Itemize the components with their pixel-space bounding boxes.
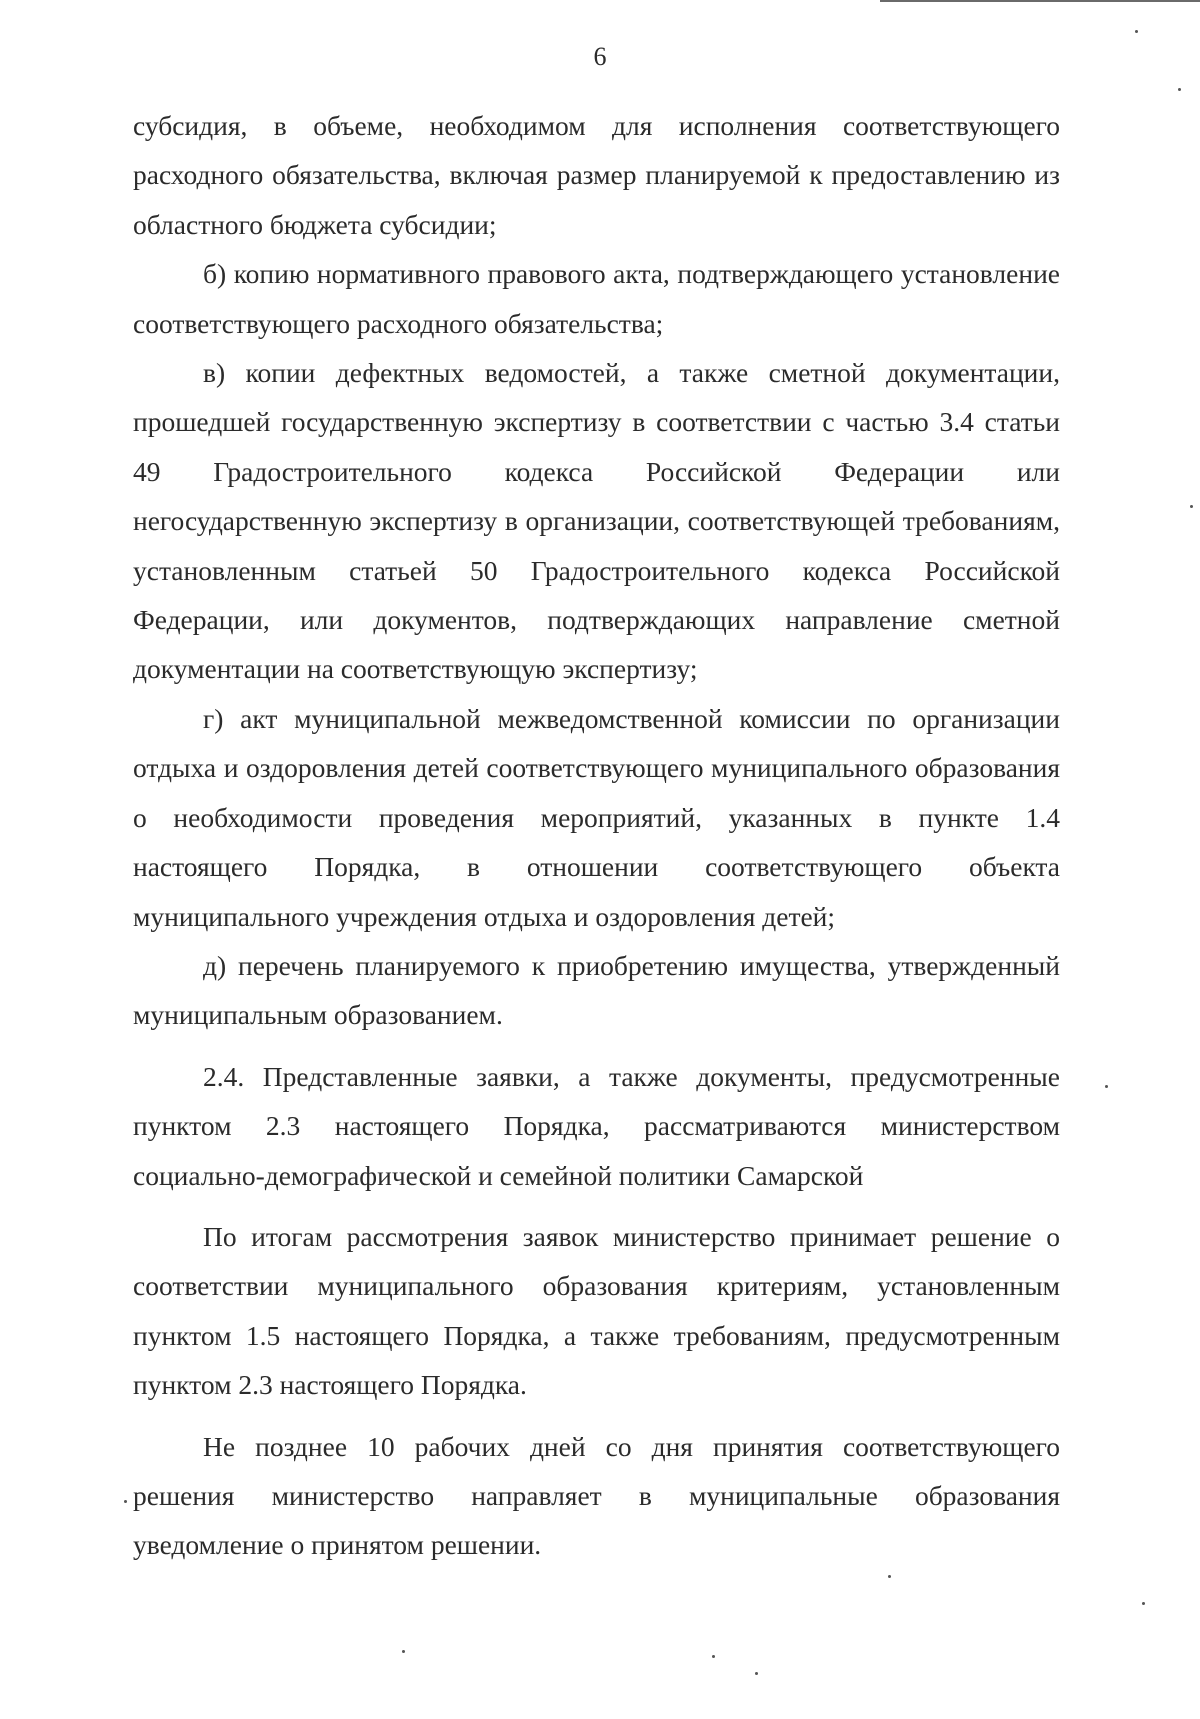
paragraph-notification: Не позднее 10 рабочих дней со дня принятия соответствующего решения министерство направляет в муниципальные образования уведомление о принятом решении. (133, 1430, 1060, 1561)
paragraph-item-g: г) акт муниципальной межведомственной комиссии по организации отдыха и оздоровления детей соответствующего муниципального образования о необходимости проведения мероприятий, указанных в пункте 1.4 настоящего Порядка, в отношении соответствующего объекта муниципального учреждения отдыха и оздоровления детей; (133, 702, 1060, 932)
scan-speck (124, 1500, 127, 1503)
paragraph-item-v: в) копии дефектных ведомостей, а также сметной документации, прошедшей государственную экспертизу в соответствии с частью 3.4 статьи 49 Градостроительного кодекса Российской Федерации или негосударственную экспертизу в организации, соответствующей требованиям, установленным статьей 50 Градостроительного кодекса Российской Федерации, или документов, подтверждающих направление сметной документации на соответствующую экспертизу; (133, 357, 1060, 685)
document-body (133, 101, 1060, 1570)
scan-speck (1142, 1602, 1145, 1605)
page-number: 6 (593, 42, 607, 71)
paragraph-item-d: д) перечень планируемого к приобретению имущества, утвержденный муниципальным образованием. (133, 949, 1060, 1031)
paragraph-decision: По итогам рассмотрения заявок министерство принимает решение о соответствии муниципального образования критериям, установленным пунктом 1.5 настоящего Порядка, а также требованиям, предусмотренным пунктом 2.3 настоящего Порядка. (133, 1220, 1060, 1401)
scan-speck (1135, 30, 1138, 33)
scan-edge-line (880, 0, 1200, 2)
paragraph-item-b: б) копию нормативного правового акта, подтверждающего установление соответствующего расходного обязательства; (133, 258, 1060, 339)
scan-speck (402, 1650, 405, 1653)
scan-speck (888, 1575, 891, 1578)
scan-speck (1105, 1085, 1108, 1088)
paragraph-2-4: 2.4. Представленные заявки, а также документы, предусмотренные пунктом 2.3 настоящего Порядка, рассматриваются министерством социально-демографической и семейной политики Самарской (133, 1060, 1060, 1191)
scan-speck (755, 1672, 758, 1675)
paragraph-subsidy-volume: субсидия, в объеме, необходимом для исполнения соответствующего расходного обязательства, включая размер планируемой к предоставлению из областного бюджета субсидии; (133, 110, 1060, 240)
scan-speck (1190, 505, 1193, 508)
scan-speck (1178, 88, 1181, 91)
scan-speck (712, 1655, 715, 1658)
